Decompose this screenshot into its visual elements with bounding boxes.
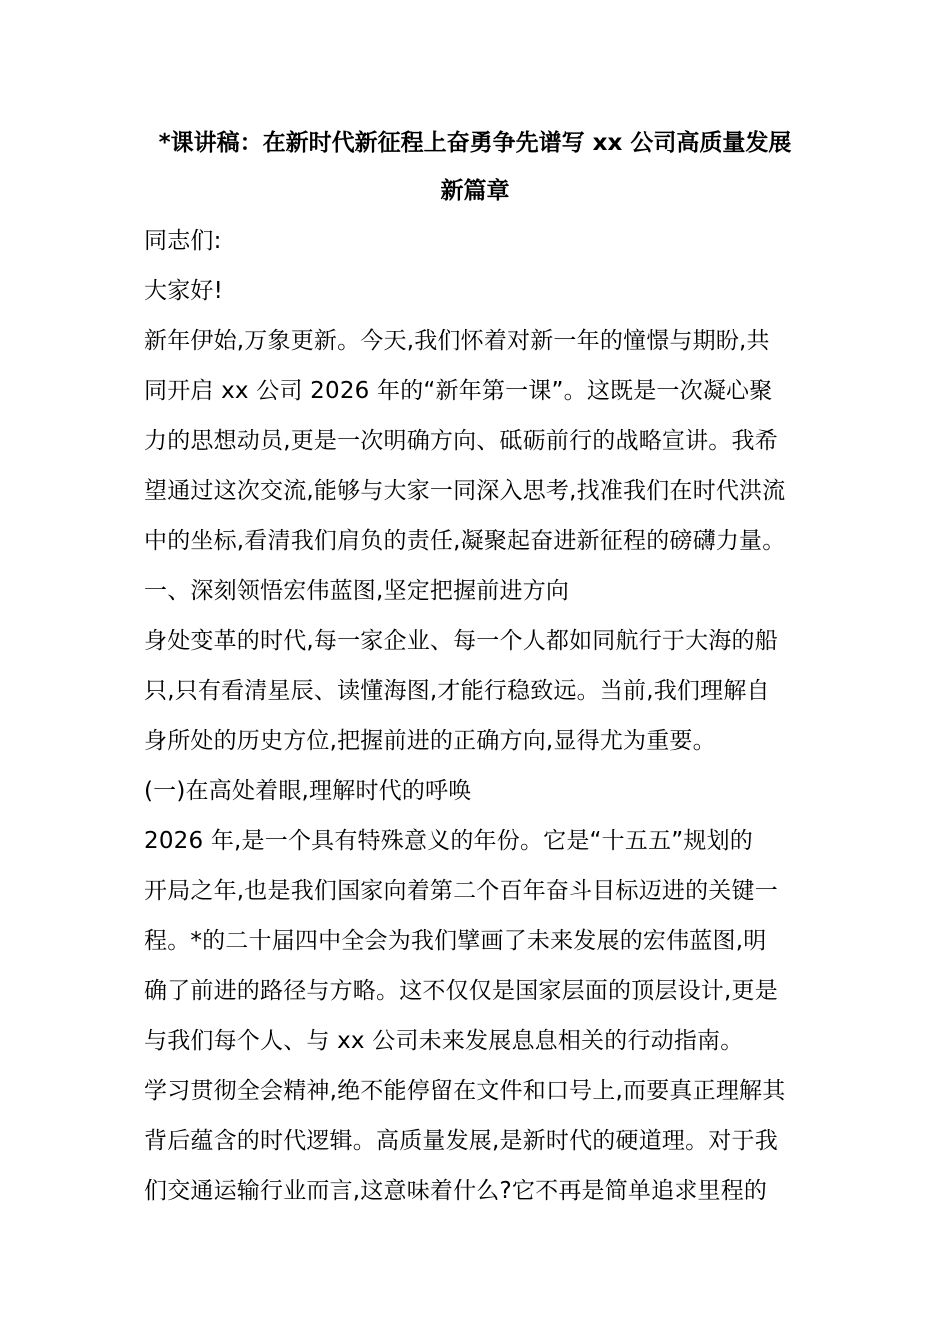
paragraph-line: 确了前进的路径与方略。这不仅仅是国家层面的顶层设计,更是 [144, 978, 778, 1004]
document-title-line-2: 新篇章 [440, 178, 510, 204]
section-heading-1: 一、深刻领悟宏伟蓝图,坚定把握前进方向 [144, 578, 570, 604]
paragraph-line: 开局之年,也是我们国家向着第二个百年奋斗目标迈进的关键一 [144, 878, 778, 904]
paragraph-line: 学习贯彻全会精神,绝不能停留在文件和口号上,而要真正理解其 [144, 1078, 786, 1104]
subsection-heading-1: (一)在高处着眼,理解时代的呼唤 [144, 778, 472, 804]
paragraph-line: 同开启 xx 公司 2026 年的“新年第一课”。这既是一次凝心聚 [144, 378, 773, 404]
paragraph-line: 背后蕴含的时代逻辑。高质量发展,是新时代的硬道理。对于我 [144, 1128, 778, 1154]
paragraph-line: 程。*的二十届四中全会为我们擘画了未来发展的宏伟蓝图,明 [144, 928, 767, 954]
paragraph-line: 身所处的历史方位,把握前进的正确方向,显得尤为重要。 [144, 728, 716, 754]
greeting: 大家好! [144, 278, 224, 304]
document-body [144, 216, 824, 1216]
salutation: 同志们: [144, 228, 222, 254]
paragraph-line: 身处变革的时代,每一家企业、每一个人都如同航行于大海的船 [144, 628, 778, 654]
paragraph-line: 2026 年,是一个具有特殊意义的年份。它是“十五五”规划的 [144, 828, 753, 854]
paragraph-line: 力的思想动员,更是一次明确方向、砥砺前行的战略宣讲。我希 [144, 428, 778, 454]
paragraph-line: 只,只有看清星辰、读懂海图,才能行稳致远。当前,我们理解自 [144, 678, 770, 704]
paragraph-line: 与我们每个人、与 xx 公司未来发展息息相关的行动指南。 [144, 1028, 744, 1054]
paragraph-line: 中的坐标,看清我们肩负的责任,凝聚起奋进新征程的磅礴力量。 [144, 528, 786, 554]
paragraph-line: 们交通运输行业而言,这意味着什么?它不再是简单追求里程的 [144, 1178, 768, 1204]
document-title-line-1: *课讲稿：在新时代新征程上奋勇争先谱写 xx 公司高质量发展 [158, 130, 792, 156]
paragraph-line: 新年伊始,万象更新。今天,我们怀着对新一年的憧憬与期盼,共 [144, 328, 770, 354]
paragraph-line: 望通过这次交流,能够与大家一同深入思考,找准我们在时代洪流 [144, 478, 786, 504]
